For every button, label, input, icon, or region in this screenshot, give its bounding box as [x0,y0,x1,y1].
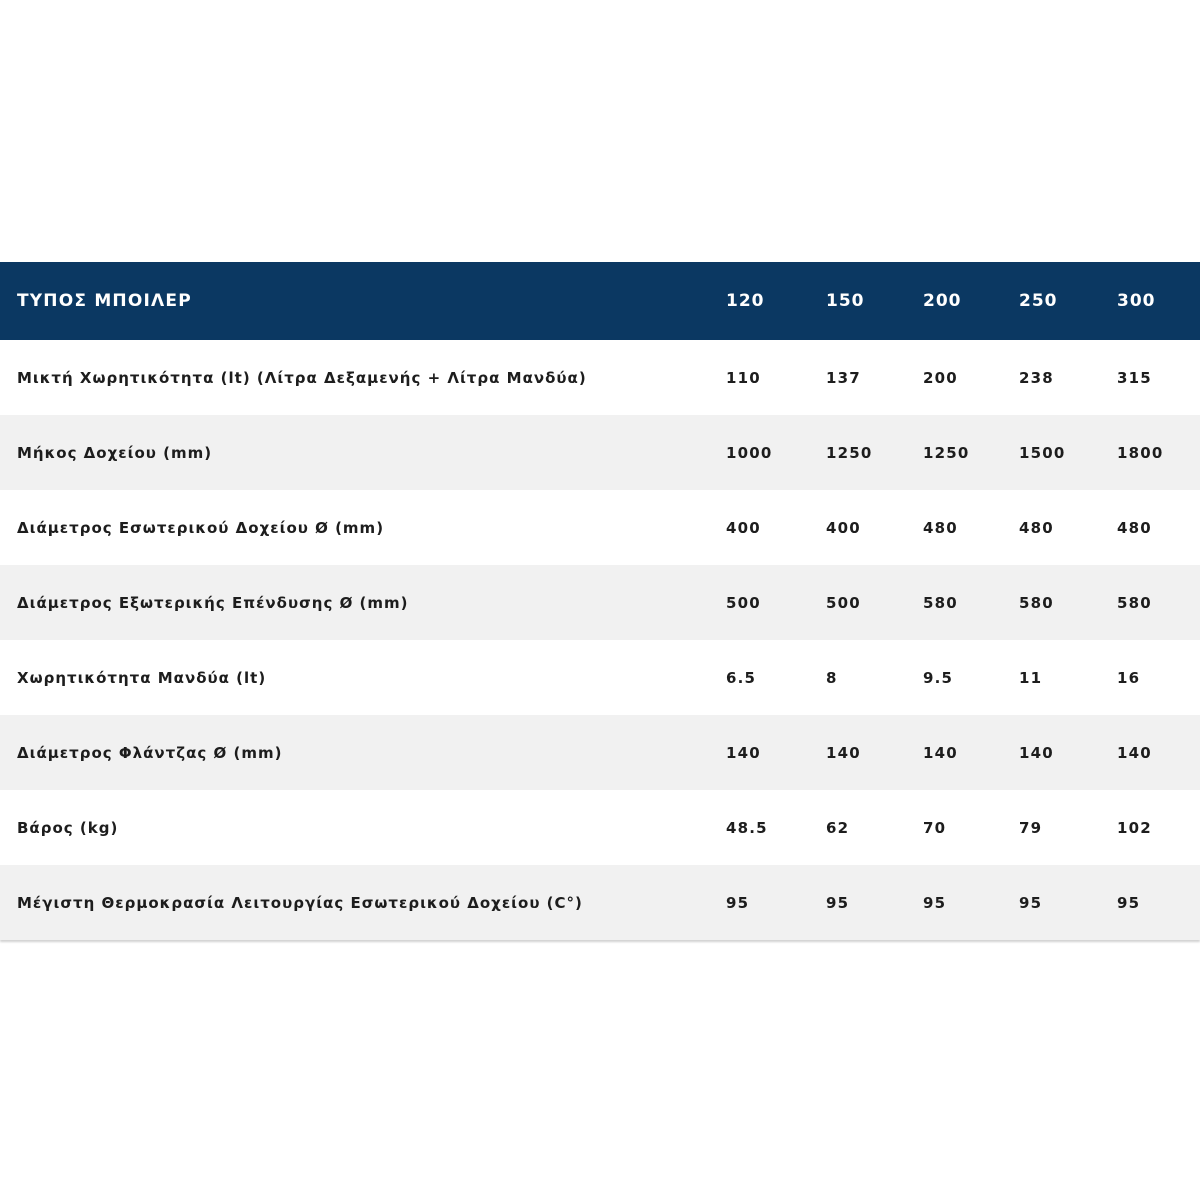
row-value: 500 [726,593,761,612]
table-body [0,340,1200,940]
row-value: 1250 [923,443,970,462]
boiler-spec-table [0,262,1200,940]
row-label: Διάμετρος Φλάντζας Ø (mm) [17,743,283,762]
row-label: Μήκος Δοχείου (mm) [17,443,213,462]
row-value: 11 [1019,668,1043,687]
row-value: 580 [923,593,958,612]
row-value: 580 [1117,593,1152,612]
table-row [0,340,1200,415]
row-value: 140 [1019,743,1054,762]
row-value: 102 [1117,818,1152,837]
row-value: 6.5 [726,668,757,687]
row-value: 8 [826,668,838,687]
header-label: ΤΥΠΟΣ ΜΠΟΙΛΕΡ [17,291,192,311]
row-value: 70 [923,818,947,837]
header-model-col: 200 [923,291,962,311]
table-row [0,565,1200,640]
row-label: Μέγιστη Θερμοκρασία Λειτουργίας Εσωτερικού Δοχείου (C°) [17,893,583,912]
header-model-col: 150 [826,291,865,311]
table-row [0,415,1200,490]
table-header-row [0,262,1200,340]
row-value: 480 [1019,518,1054,537]
row-value: 1800 [1117,443,1164,462]
row-value: 79 [1019,818,1043,837]
table-row [0,715,1200,790]
row-label: Μικτή Χωρητικότητα (lt) (Λίτρα Δεξαμενής + Λίτρα Μανδύα) [17,368,587,387]
row-value: 110 [726,368,761,387]
table-row [0,640,1200,715]
row-value: 1000 [726,443,773,462]
table-header [0,262,1200,340]
row-label: Χωρητικότητα Μανδύα (lt) [17,668,267,687]
row-value: 16 [1117,668,1141,687]
row-value: 95 [726,893,750,912]
row-value: 140 [826,743,861,762]
row-value: 400 [726,518,761,537]
row-value: 95 [1117,893,1141,912]
row-value: 500 [826,593,861,612]
row-value: 200 [923,368,958,387]
row-value: 95 [923,893,947,912]
row-value: 9.5 [923,668,954,687]
header-model-col: 250 [1019,291,1058,311]
row-label: Διάμετρος Εξωτερικής Επένδυσης Ø (mm) [17,593,409,612]
row-value: 580 [1019,593,1054,612]
table-row [0,865,1200,940]
row-value: 140 [1117,743,1152,762]
row-value: 95 [1019,893,1043,912]
row-value: 137 [826,368,861,387]
table-row [0,490,1200,565]
row-value: 1500 [1019,443,1066,462]
row-value: 140 [726,743,761,762]
table-row [0,790,1200,865]
row-label: Βάρος (kg) [17,818,119,837]
header-model-col: 300 [1117,291,1156,311]
row-value: 238 [1019,368,1054,387]
row-value: 48.5 [726,818,768,837]
row-value: 400 [826,518,861,537]
row-value: 480 [923,518,958,537]
row-value: 95 [826,893,850,912]
row-value: 140 [923,743,958,762]
row-value: 480 [1117,518,1152,537]
row-label: Διάμετρος Εσωτερικού Δοχείου Ø (mm) [17,518,385,537]
row-value: 315 [1117,368,1152,387]
row-value: 62 [826,818,850,837]
row-value: 1250 [826,443,873,462]
header-model-col: 120 [726,291,765,311]
